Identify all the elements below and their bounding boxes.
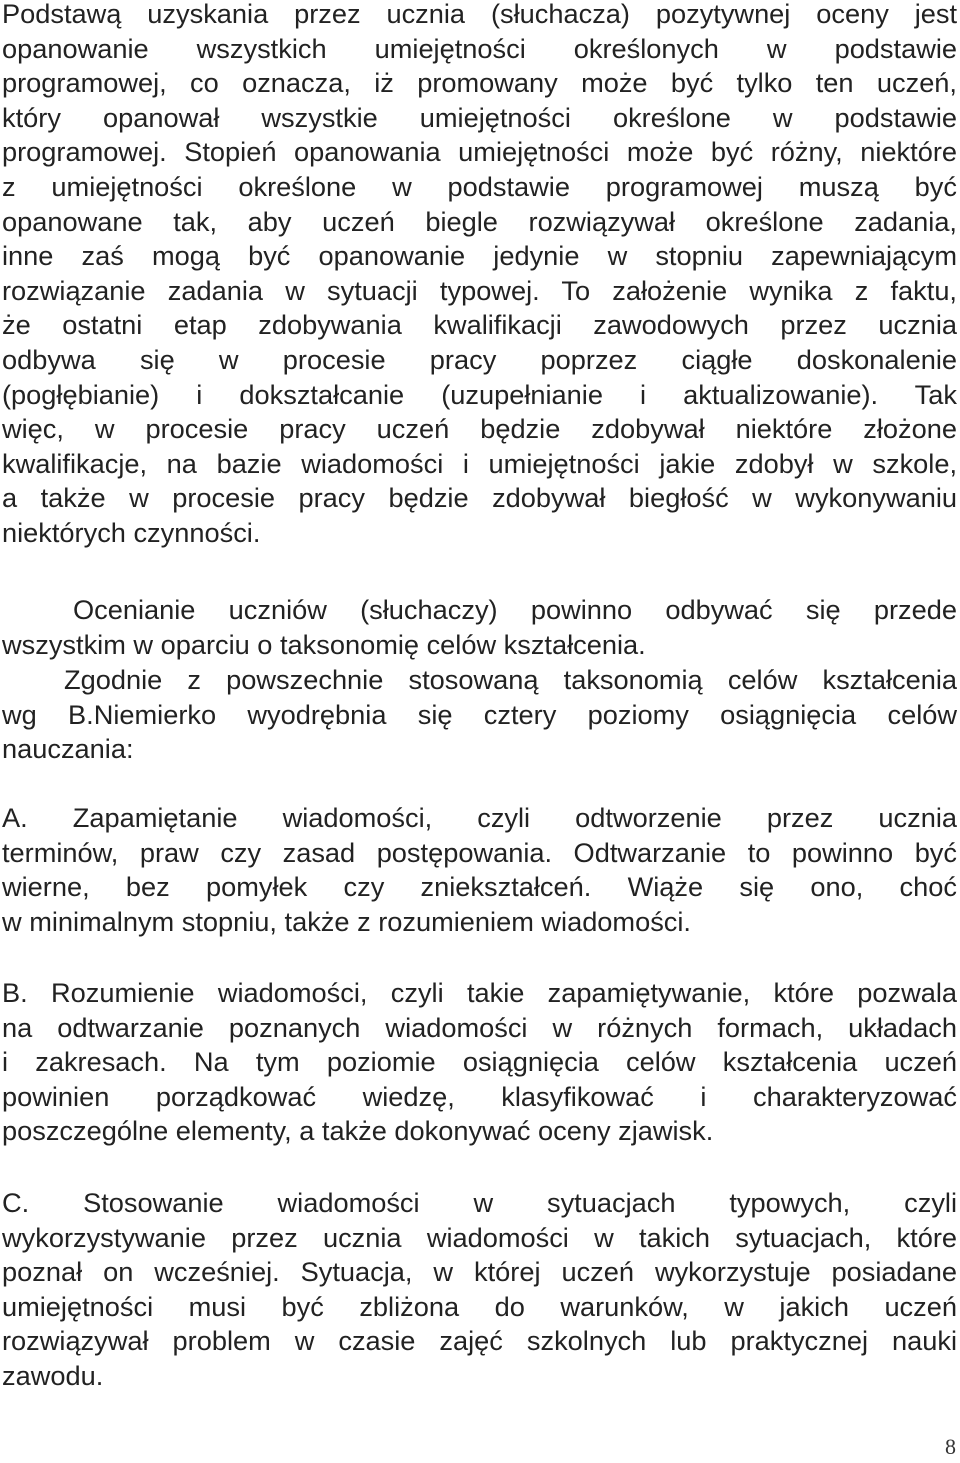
text-line: wszystkim w oparciu o taksonomię celów kształcenia.: [2, 628, 646, 660]
text-line: inne zaś mogą być opanowanie jedynie w stopniu zapewniającym: [2, 240, 957, 272]
text-line: a także w procesie pracy będzie zdobywał biegłość w wykonywaniu: [2, 482, 957, 514]
text-line: opanowane tak, aby uczeń biegle rozwiązywał określone zadania,: [2, 205, 957, 237]
text-line: poznał on wcześniej. Sytuacja, w której uczeń wykorzystuje posiadane: [2, 1256, 957, 1288]
text-line: Podstawą uzyskania przez ucznia (słuchacza) pozytywnej oceny jest: [2, 0, 957, 29]
text-line: zawodu.: [2, 1359, 104, 1391]
text-line: niektórych czynności.: [2, 516, 261, 548]
level-b-paragraph: [2, 976, 957, 1149]
text-line: powinien porządkować wiedzę, klasyfikować i charakteryzować: [2, 1080, 957, 1112]
text-line: C. Stosowanie wiadomości w sytuacjach typowych, czyli: [2, 1187, 957, 1218]
text-line: umiejętności musi być zbliżona do warunków, w jakich uczeń: [2, 1290, 957, 1322]
text-line: terminów, praw czy zasad postępowania. Odtwarzanie to powinno być: [2, 836, 957, 868]
text-line: Ocenianie uczniów (słuchaczy) powinno odbywać się przede: [73, 594, 957, 625]
paragraph-intro: [2, 0, 957, 551]
text-line: więc, w procesie pracy uczeń będzie zdobywał niektóre złożone: [2, 413, 957, 445]
text-line: w minimalnym stopniu, także z rozumieniem wiadomości.: [2, 905, 691, 937]
text-line: odbywa się w procesie pracy poprzez ciągłe doskonalenie: [2, 343, 957, 375]
text-line: wg B.Niemierko wyodrębnia się cztery poziomy osiągnięcia celów: [2, 698, 957, 730]
text-line: wierne, bez pomyłek czy zniekształceń. Wiąże się ono, choć: [2, 871, 957, 903]
paragraph-assessment: [2, 593, 957, 662]
paragraph-taxonomy: [2, 663, 957, 767]
text-line: nauczania:: [2, 733, 134, 765]
text-line: rozwiązywał problem w czasie zajęć szkolnych lub praktycznej nauki: [2, 1325, 957, 1357]
text-line: na odtwarzanie poznanych wiadomości w różnych formach, układach: [2, 1011, 957, 1043]
text-line: Zgodnie z powszechnie stosowaną taksonomią celów kształcenia: [64, 664, 957, 695]
text-line: poszczególne elementy, a także dokonywać oceny zjawisk.: [2, 1115, 714, 1147]
text-line: wykorzystywanie przez ucznia wiadomości w takich sytuacjach, które: [2, 1221, 957, 1253]
level-c-paragraph: [2, 1186, 957, 1394]
text-line: i zakresach. Na tym poziomie osiągnięcia celów kształcenia uczeń: [2, 1046, 957, 1078]
text-line: rozwiązanie zadania w sytuacji typowej. To założenie wynika z faktu,: [2, 274, 957, 306]
text-line: programowej. Stopień opanowania umiejętności może być różny, niektóre: [2, 136, 957, 168]
text-line: opanowanie wszystkich umiejętności określonych w podstawie: [2, 32, 957, 64]
page-number: 8: [945, 1434, 956, 1459]
text-line: (pogłębianie) i dokształcanie (uzupełnianie i aktualizowanie). Tak: [2, 378, 957, 410]
text-line: kwalifikacje, na bazie wiadomości i umiejętności jakie zdobył w szkole,: [2, 447, 957, 479]
text-line: B. Rozumienie wiadomości, czyli takie zapamiętywanie, które pozwala: [2, 977, 957, 1008]
text-line: A. Zapamiętanie wiadomości, czyli odtworzenie przez ucznia: [2, 802, 957, 833]
text-line: programowej, co oznacza, iż promowany może być tylko ten uczeń,: [2, 67, 957, 99]
text-line: który opanował wszystkie umiejętności określone w podstawie: [2, 101, 957, 133]
text-line: z umiejętności określone w podstawie programowej muszą być: [2, 170, 957, 202]
level-a-paragraph: [2, 801, 957, 939]
text-line: że ostatni etap zdobywania kwalifikacji zawodowych przez ucznia: [2, 309, 957, 341]
